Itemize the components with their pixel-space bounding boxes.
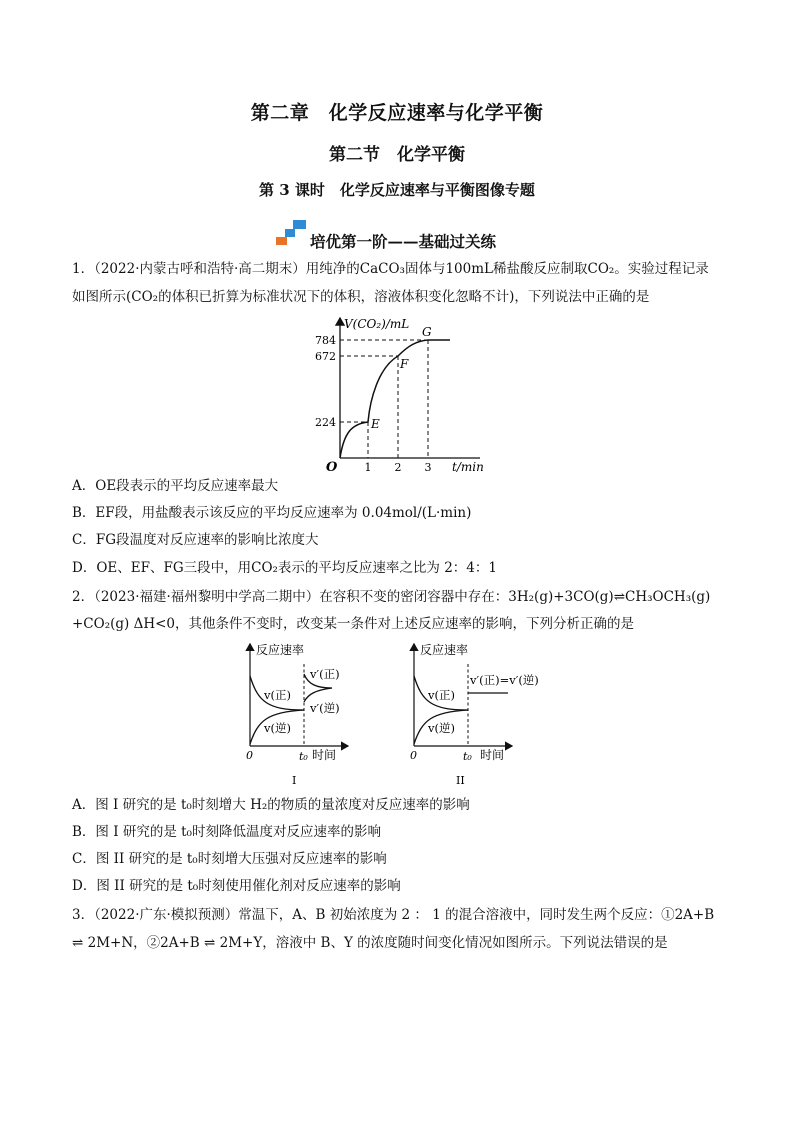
g1-caption: I: [292, 774, 297, 787]
q1-option-b: B．EF段，用盐酸表示该反应的平均反应速率为 0.04mol/(L·min): [72, 505, 472, 521]
q1-option-d: D．OE、EF、FG三段中，用CO₂表示的平均反应速率之比为 2：4：1: [72, 560, 497, 576]
q1-xtick-2: 2: [394, 461, 402, 474]
q3-stem-line1: 3．（2022·广东·模拟预测）常温下，A、B 初始浓度为 2 ： 1 的混合溶液中，同时发生两个反应：①2A+B: [72, 907, 715, 923]
q2-option-a: A．图 I 研究的是 t₀时刻增大 H₂的物质的量浓度对反应速率的影响: [72, 797, 470, 813]
q1-ytick-224: 224: [315, 416, 336, 429]
section-title: 第二节 化学平衡: [329, 145, 465, 165]
q1-ytick-672: 672: [315, 350, 336, 363]
q1-xtick-1: 1: [364, 461, 372, 474]
q1-stem-line1: 1．（2022·内蒙古呼和浩特·高二期末）用纯净的CaCO₃固体与100mL稀盐酸反应制取CO₂。实验过程记录: [72, 261, 709, 277]
q2-option-b: B．图 I 研究的是 t₀时刻降低温度对反应速率的影响: [72, 824, 381, 840]
q2-option-c: C．图 II 研究的是 t₀时刻增大压强对反应速率的影响: [72, 851, 387, 867]
q1-x-label: t/min: [452, 460, 484, 474]
g1-v-reverse: v(逆): [264, 721, 291, 735]
banner-title: 培优第一阶——基础过关练: [310, 232, 497, 251]
q2-graph-1: [236, 640, 360, 786]
g2-caption: II: [456, 774, 465, 787]
q1-volume-curve: [340, 340, 450, 458]
q2-stem-line1: 2．（2023·福建·福州黎明中学高二期中）在容积不变的密闭容器中存在：3H₂(g)+3CO(g)⇌CH₃OCH₃(g): [72, 589, 711, 605]
q2-graph-2: [400, 640, 539, 787]
g1-xlabel: 时间: [312, 748, 337, 762]
q1-option-c: C．FG段温度对反应速率的影响比浓度大: [72, 532, 319, 548]
q2-option-d: D．图 II 研究的是 t₀时刻使用催化剂对反应速率的影响: [72, 878, 401, 894]
g2-ylabel: 反应速率: [420, 643, 469, 657]
q1-option-a: A．OE段表示的平均反应速率最大: [72, 478, 279, 494]
g1-v-reverse2: v′(逆): [310, 701, 340, 715]
q1-point-E: E: [371, 417, 380, 431]
q1-y-label: V(CO₂)/mL: [344, 317, 410, 331]
q1-stem-line2: 如图所示(CO₂的体积已折算为标准状况下的体积，溶液体积变化忽略不计)，下列说法中正确的是: [72, 289, 650, 305]
g2-v-reverse: v(逆): [428, 721, 455, 735]
g1-ylabel: 反应速率: [256, 643, 305, 657]
q2-stem-line2: +CO₂(g) ΔH<0，其他条件不变时，改变某一条件对上述反应速率的影响，下列分析正确的是: [72, 616, 635, 632]
q1-point-F: F: [400, 357, 409, 371]
q3-stem-line2: ⇌ 2M+N，②2A+B ⇌ 2M+Y，溶液中 B、Y 的浓度随时间变化情况如图所示。下列说法错误的是: [72, 935, 668, 951]
g2-t0: t₀: [463, 750, 472, 763]
lesson-title: 第 3 课时 化学反应速率与平衡图像专题: [259, 181, 535, 199]
q1-cumulative-volume-chart: [300, 312, 500, 474]
g1-v-forward2: v′(正): [310, 667, 340, 681]
g1-reverse2-curve: [304, 688, 332, 702]
g2-origin: 0: [410, 749, 417, 762]
g2-xlabel: 时间: [480, 748, 505, 762]
q1-point-G: G: [422, 325, 432, 339]
q1-ytick-784: 784: [315, 334, 336, 347]
g1-v-forward: v(正): [264, 688, 291, 702]
q1-origin-label: O: [326, 460, 338, 475]
stair-blocks-icon: [274, 218, 308, 246]
g1-t0: t₀: [299, 750, 308, 763]
g2-v-forward: v(正): [428, 688, 455, 702]
g1-origin: 0: [246, 749, 253, 762]
chapter-title: 第二章 化学反应速率与化学平衡: [250, 102, 544, 124]
g2-v-equal: v′(正)=v′(逆): [470, 673, 539, 687]
q1-xtick-3: 3: [424, 461, 432, 474]
